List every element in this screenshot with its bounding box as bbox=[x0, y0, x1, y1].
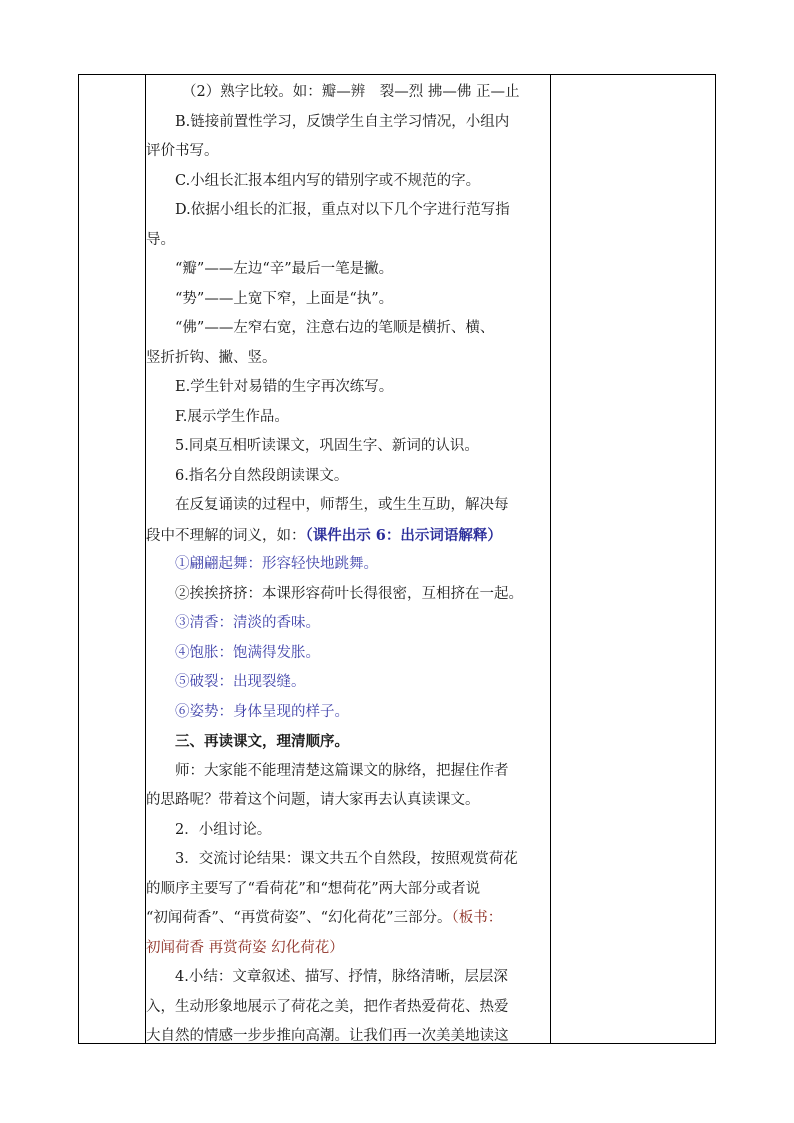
text-line: 导。 bbox=[146, 231, 175, 248]
text-line: F.展示学生作品。 bbox=[175, 408, 289, 425]
definition-item: ①翩翩起舞：形容轻快地跳舞。 bbox=[175, 556, 378, 572]
text-line: 的顺序主要写了“看荷花”和“想荷花”两大部分或者说 bbox=[146, 880, 481, 897]
text-line: 入，生动形象地展示了荷花之美，把作者热爱荷花、热爱 bbox=[146, 998, 509, 1015]
text-line: 师：大家能不能理清楚这篇课文的脉络，把握住作者 bbox=[175, 762, 509, 779]
column-divider-right bbox=[550, 75, 551, 1043]
courseware-note: （课件出示 6：出示词语解释） bbox=[305, 526, 502, 544]
text-line: 的思路呢？带着这个问题，请大家再去认真读课文。 bbox=[146, 792, 480, 808]
definition-item: ③清香：清淡的香味。 bbox=[175, 615, 320, 631]
section-heading: 三、再读课文，理清顺序。 bbox=[175, 733, 349, 750]
text-segment: “初闻荷香”、“再赏荷姿”、“幻化荷花”三部分。 bbox=[146, 910, 452, 926]
definition-item: ⑤破裂：出现裂缝。 bbox=[175, 674, 306, 690]
text-line: 大自然的情感一步步推向高潮。让我们再一次美美地读这 bbox=[146, 1028, 509, 1044]
text-line: C.小组长汇报本组内写的错别字或不规范的字。 bbox=[175, 172, 481, 189]
text-line: B.链接前置性学习，反馈学生自主学习情况，小组内 bbox=[175, 113, 510, 130]
text-line: E.学生针对易错的生字再次练写。 bbox=[175, 379, 394, 395]
text-line: （2）熟字比较。如：瓣—辨 裂—烈 拂—佛 正—止 bbox=[182, 84, 520, 100]
board-note: （板书： bbox=[451, 910, 503, 926]
text-line: 6.指名分自然段朗读课文。 bbox=[175, 467, 349, 484]
text-line: “佛”——左窄右宽，注意右边的笔顺是横折、横、 bbox=[175, 320, 495, 336]
lesson-content-cell bbox=[146, 78, 550, 1052]
text-line bbox=[146, 521, 550, 551]
text-line: 竖折折钩、撇、竖。 bbox=[146, 349, 277, 366]
text-line: 评价书写。 bbox=[146, 143, 219, 159]
definition-item: ④饱胀：饱满得发胀。 bbox=[175, 644, 320, 661]
text-line: “瓣”——左边“辛”最后一笔是撇。 bbox=[175, 261, 394, 277]
text-segment: 段中不理解的词义，如： bbox=[146, 527, 306, 544]
text-line bbox=[146, 904, 550, 934]
text-line: D.依据小组长的汇报，重点对以下几个字进行范写指 bbox=[175, 202, 510, 218]
text-line: 5.同桌互相听读课文，巩固生字、新词的认识。 bbox=[175, 438, 479, 454]
text-line: 在反复诵读的过程中，师帮生，或生生互助，解决每 bbox=[175, 497, 509, 513]
definition-item: ⑥姿势：身体呈现的样子。 bbox=[175, 703, 349, 720]
text-line: 3．交流讨论结果：课文共五个自然段，按照观赏荷花 bbox=[175, 851, 518, 867]
text-line: 2．小组讨论。 bbox=[175, 821, 272, 838]
definition-item: ②挨挨挤挤：本课形容荷叶长得很密，互相挤在一起。 bbox=[175, 585, 523, 602]
text-line: “势”——上宽下窄，上面是“执”。 bbox=[175, 290, 394, 307]
board-note-content: 初闻荷香 再赏荷姿 幻化荷花） bbox=[146, 939, 344, 956]
text-line: 4.小结：文章叙述、描写、抒情，脉络清晰，层层深 bbox=[175, 969, 508, 985]
